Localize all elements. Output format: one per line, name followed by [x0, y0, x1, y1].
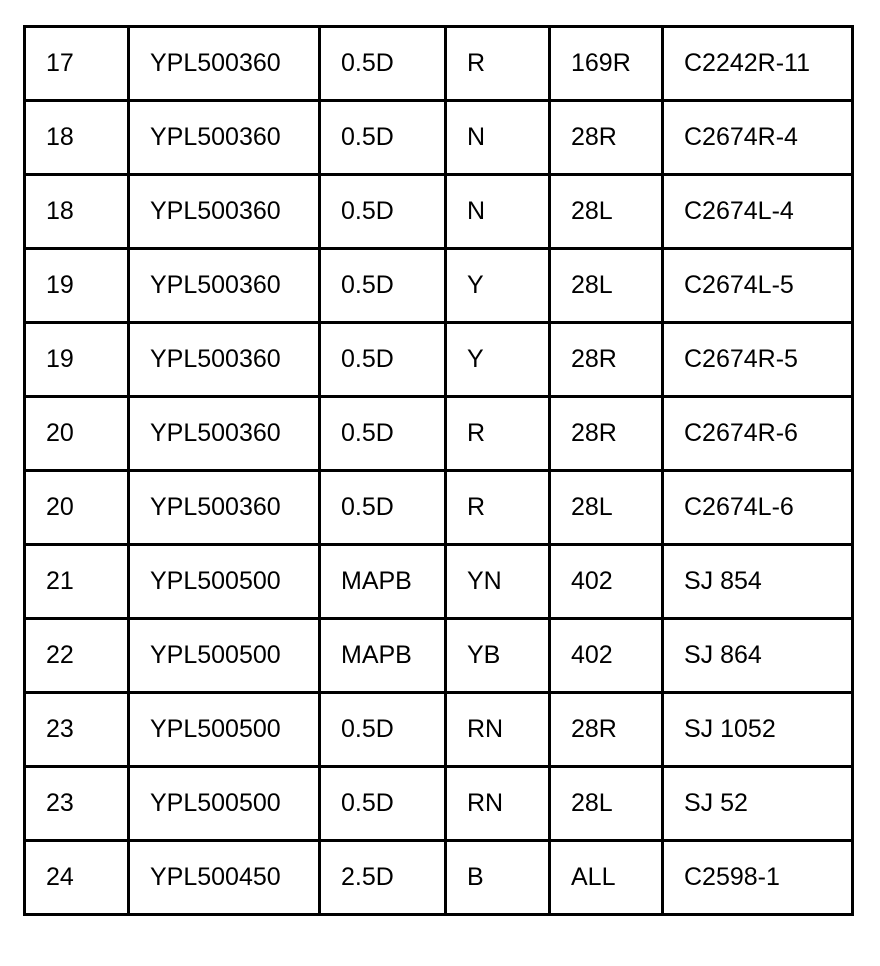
cell-item-number: 19	[25, 323, 129, 397]
cell-position: 28R	[550, 101, 663, 175]
cell-position: 28R	[550, 397, 663, 471]
table-row	[25, 619, 853, 693]
cell-reference: C2674L-5	[663, 249, 853, 323]
cell-item-number: 23	[25, 693, 129, 767]
table-row	[25, 323, 853, 397]
cell-position: 402	[550, 545, 663, 619]
cell-code: B	[446, 841, 550, 915]
cell-reference: SJ 1052	[663, 693, 853, 767]
cell-code: R	[446, 397, 550, 471]
cell-part-number: YPL500360	[129, 471, 320, 545]
cell-position: 28L	[550, 471, 663, 545]
table-row	[25, 101, 853, 175]
cell-code: RN	[446, 767, 550, 841]
cell-part-number: YPL500360	[129, 249, 320, 323]
cell-item-number: 21	[25, 545, 129, 619]
cell-item-number: 18	[25, 101, 129, 175]
cell-item-number: 20	[25, 397, 129, 471]
cell-code: Y	[446, 249, 550, 323]
cell-item-number: 23	[25, 767, 129, 841]
cell-type: MAPB	[320, 619, 446, 693]
cell-part-number: YPL500450	[129, 841, 320, 915]
cell-position: 28L	[550, 249, 663, 323]
table-row	[25, 841, 853, 915]
cell-part-number: YPL500500	[129, 619, 320, 693]
cell-type: 0.5D	[320, 767, 446, 841]
cell-position: 28R	[550, 693, 663, 767]
table-row	[25, 175, 853, 249]
cell-type: 2.5D	[320, 841, 446, 915]
cell-part-number: YPL500500	[129, 545, 320, 619]
cell-reference: SJ 52	[663, 767, 853, 841]
cell-code: R	[446, 471, 550, 545]
table-row	[25, 27, 853, 101]
cell-reference: SJ 854	[663, 545, 853, 619]
cell-position: 28R	[550, 323, 663, 397]
cell-part-number: YPL500500	[129, 767, 320, 841]
cell-type: 0.5D	[320, 471, 446, 545]
table-row	[25, 471, 853, 545]
cell-position: 28L	[550, 175, 663, 249]
cell-code: N	[446, 175, 550, 249]
cell-position: 28L	[550, 767, 663, 841]
cell-code: YB	[446, 619, 550, 693]
table-row	[25, 545, 853, 619]
cell-reference: SJ 864	[663, 619, 853, 693]
cell-item-number: 22	[25, 619, 129, 693]
cell-position: 169R	[550, 27, 663, 101]
cell-reference: C2674R-4	[663, 101, 853, 175]
cell-part-number: YPL500360	[129, 27, 320, 101]
cell-item-number: 17	[25, 27, 129, 101]
cell-code: YN	[446, 545, 550, 619]
data-table-container	[23, 25, 851, 916]
table-row	[25, 249, 853, 323]
cell-part-number: YPL500500	[129, 693, 320, 767]
cell-type: 0.5D	[320, 249, 446, 323]
cell-item-number: 19	[25, 249, 129, 323]
cell-reference: C2674L-6	[663, 471, 853, 545]
cell-type: MAPB	[320, 545, 446, 619]
cell-code: Y	[446, 323, 550, 397]
cell-type: 0.5D	[320, 693, 446, 767]
cell-position: 402	[550, 619, 663, 693]
table-row	[25, 693, 853, 767]
cell-item-number: 24	[25, 841, 129, 915]
cell-reference: C2674L-4	[663, 175, 853, 249]
cell-code: RN	[446, 693, 550, 767]
cell-reference: C2598-1	[663, 841, 853, 915]
parts-table	[23, 25, 854, 916]
table-body	[25, 27, 853, 915]
cell-reference: C2674R-6	[663, 397, 853, 471]
cell-part-number: YPL500360	[129, 101, 320, 175]
cell-position: ALL	[550, 841, 663, 915]
cell-code: N	[446, 101, 550, 175]
cell-type: 0.5D	[320, 323, 446, 397]
cell-reference: C2674R-5	[663, 323, 853, 397]
cell-part-number: YPL500360	[129, 175, 320, 249]
table-row	[25, 397, 853, 471]
cell-code: R	[446, 27, 550, 101]
cell-item-number: 20	[25, 471, 129, 545]
cell-type: 0.5D	[320, 397, 446, 471]
cell-reference: C2242R-11	[663, 27, 853, 101]
cell-item-number: 18	[25, 175, 129, 249]
cell-type: 0.5D	[320, 27, 446, 101]
cell-type: 0.5D	[320, 175, 446, 249]
table-row	[25, 767, 853, 841]
cell-part-number: YPL500360	[129, 323, 320, 397]
cell-part-number: YPL500360	[129, 397, 320, 471]
cell-type: 0.5D	[320, 101, 446, 175]
